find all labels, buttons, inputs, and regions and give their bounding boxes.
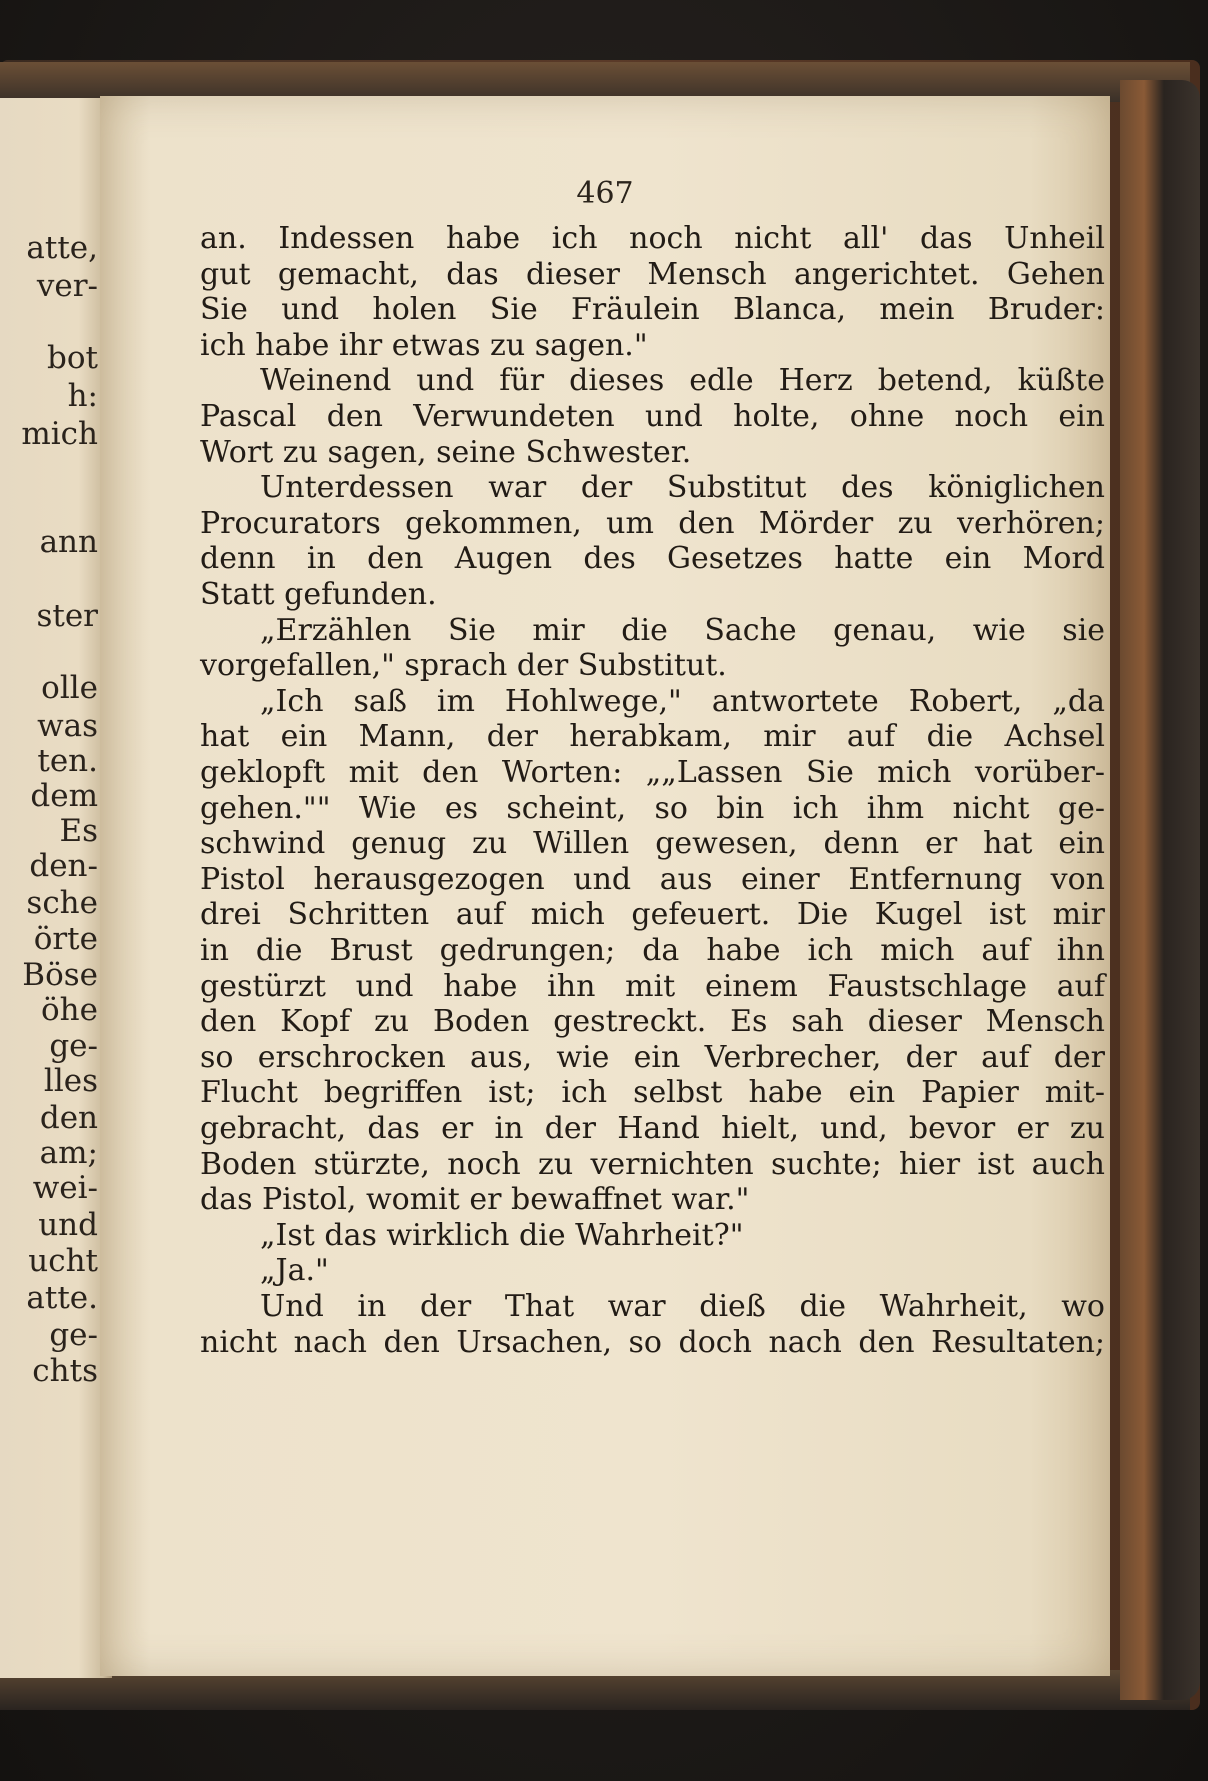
previous-page-text-fragment: bot bbox=[47, 340, 98, 376]
previous-page-text-fragment: sche bbox=[26, 885, 98, 921]
previous-page-text-fragment: ge- bbox=[49, 1317, 98, 1353]
text-line: den Kopf zu Boden gestreckt. Es sah dieser Mensch bbox=[200, 1004, 1105, 1040]
previous-page-text-fragment: olle bbox=[41, 670, 98, 706]
previous-page-text-fragment: lles bbox=[43, 1063, 98, 1099]
book-binding-edge bbox=[1120, 80, 1200, 1700]
text-line: gut gemacht, das dieser Mensch angerichtet. Gehen bbox=[200, 256, 1105, 292]
text-line: so erschrocken aus, wie ein Verbrecher, der auf der bbox=[200, 1039, 1105, 1075]
text-line: gestürzt und habe ihn mit einem Faustschlage auf bbox=[200, 968, 1105, 1004]
previous-page-fragment bbox=[0, 98, 112, 1678]
text-line: in die Brust gedrungen; da habe ich mich auf ihn bbox=[200, 933, 1105, 968]
text-line: „Ich saß im Hohlwege," antwortete Robert, „da bbox=[260, 683, 1105, 719]
text-line: Weinend und für dieses edle Herz betend, küßte bbox=[260, 363, 1105, 399]
previous-page-text-fragment: den- bbox=[29, 848, 98, 884]
book-bottom-edge bbox=[0, 1670, 1190, 1710]
previous-page-text-fragment: dem bbox=[30, 778, 98, 814]
text-line: „Ist das wirklich die Wahrheit?" bbox=[260, 1217, 744, 1253]
previous-page-text-fragment: was bbox=[37, 708, 98, 744]
text-line: schwind genug zu Willen gewesen, denn er hat ein bbox=[200, 826, 1105, 862]
book-page bbox=[100, 96, 1110, 1676]
text-line: „Ja." bbox=[260, 1253, 329, 1289]
text-line: denn in den Augen des Gesetzes hatte ein Mord bbox=[200, 541, 1105, 577]
previous-page-text-fragment: chts bbox=[32, 1353, 98, 1389]
previous-page-text-fragment: Böse bbox=[22, 957, 98, 993]
text-line: geklopft mit den Worten: „„Lassen Sie mich vorüber- bbox=[200, 755, 1105, 790]
previous-page-text-fragment: ten. bbox=[37, 743, 98, 779]
text-line: Pistol herausgezogen und aus einer Entfernung von bbox=[200, 861, 1105, 897]
previous-page-text-fragment: am; bbox=[39, 1135, 98, 1171]
previous-page-text-fragment: h: bbox=[67, 378, 98, 414]
previous-page-text-fragment: atte, bbox=[26, 230, 98, 266]
text-line: „Erzählen Sie mir die Sache genau, wie sie bbox=[260, 612, 1105, 648]
text-line: Wort zu sagen, seine Schwester. bbox=[200, 434, 692, 470]
text-line: Unterdessen war der Substitut des königlichen bbox=[260, 470, 1105, 506]
text-line: ich habe ihr etwas zu sagen." bbox=[200, 327, 648, 363]
previous-page-text-fragment: mich bbox=[21, 416, 98, 452]
text-line: an. Indessen habe ich noch nicht all' das Unheil bbox=[200, 221, 1105, 256]
text-line: drei Schritten auf mich gefeuert. Die Kugel ist mir bbox=[200, 897, 1105, 933]
page-number: 467 bbox=[576, 176, 634, 211]
text-line: Sie und holen Sie Fräulein Blanca, mein Bruder: bbox=[200, 292, 1105, 328]
previous-page-text-fragment: wei- bbox=[32, 1170, 98, 1206]
text-line: vorgefallen," sprach der Substitut. bbox=[200, 648, 727, 684]
text-line: Statt gefunden. bbox=[200, 577, 437, 612]
text-line: Pascal den Verwundeten und holte, ohne noch ein bbox=[200, 399, 1105, 434]
text-line: Boden stürzte, noch zu vernichten suchte; hier ist auch bbox=[200, 1146, 1105, 1182]
previous-page-text-fragment: ucht bbox=[28, 1243, 98, 1279]
text-line: nicht nach den Ursachen, so doch nach den Resultaten; bbox=[200, 1324, 1105, 1360]
text-line: Flucht begriffen ist; ich selbst habe ein Papier mit- bbox=[200, 1075, 1105, 1111]
text-line: hat ein Mann, der herabkam, mir auf die Achsel bbox=[200, 719, 1105, 755]
previous-page-text-fragment: ver- bbox=[36, 268, 98, 304]
text-line: gehen."" Wie es scheint, so bin ich ihm nicht ge- bbox=[200, 790, 1105, 826]
previous-page-text-fragment: örte bbox=[33, 921, 98, 957]
previous-page-text-fragment: ster bbox=[36, 598, 98, 634]
text-line: Procurators gekommen, um den Mörder zu verhören; bbox=[200, 505, 1105, 541]
previous-page-text-fragment: Es bbox=[59, 813, 98, 849]
previous-page-text-fragment: ann bbox=[39, 524, 98, 560]
text-line: gebracht, das er in der Hand hielt, und, bevor er zu bbox=[200, 1111, 1105, 1146]
previous-page-text-fragment: ge- bbox=[49, 1028, 98, 1064]
previous-page-text-fragment: und bbox=[38, 1207, 98, 1243]
previous-page-text-fragment: den bbox=[39, 1100, 98, 1136]
previous-page-text-fragment: atte. bbox=[26, 1280, 98, 1316]
text-line: das Pistol, womit er bewaffnet war." bbox=[200, 1182, 750, 1218]
text-line: Und in der That war dieß die Wahrheit, wo bbox=[260, 1289, 1105, 1324]
previous-page-text-fragment: öhe bbox=[41, 992, 98, 1028]
